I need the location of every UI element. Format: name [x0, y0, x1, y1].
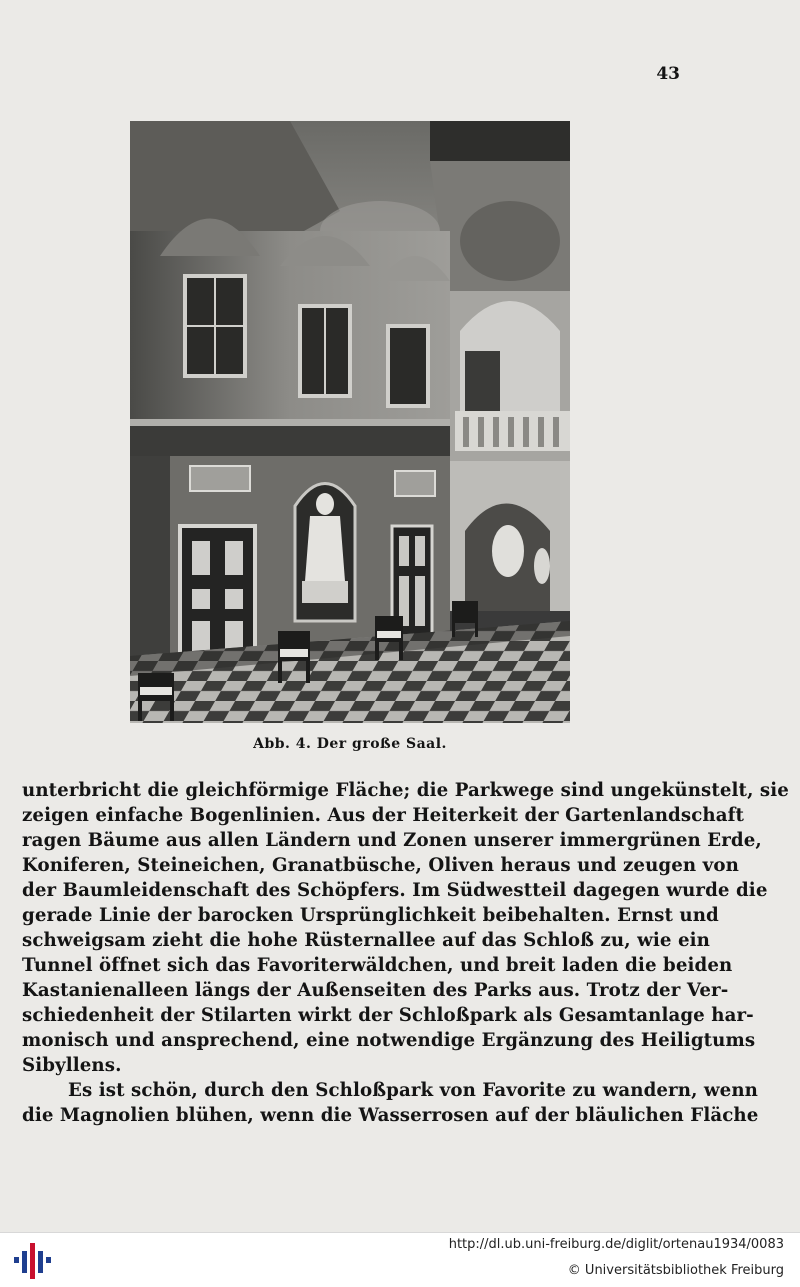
text-line: Kastanienalleen längs der Außenseiten des Parks aus. Trotz der Ver- [22, 980, 729, 1001]
text-line: ragen Bäume aus allen Ländern und Zonen unserer immergrünen Erde, [22, 830, 762, 851]
text-line: Sibyllens. [22, 1055, 122, 1076]
page-url-link-text[interactable]: http://dl.ub.uni-freiburg.de/diglit/ortenau1934/0083 [448, 1237, 784, 1252]
body-text [22, 778, 789, 1128]
text-line: schweigsam zieht die hohe Rüsternallee auf das Schloß zu, wie ein [22, 930, 710, 951]
text-line: gerade Linie der barocken Ursprünglichkeit beibehalten. Ernst und [22, 905, 719, 926]
text-line: monisch und ansprechend, eine notwendige Ergänzung des Heiligtums [22, 1030, 756, 1051]
text-line: unterbricht die gleichförmige Fläche; die Parkwege sind ungekünstelt, sie [22, 780, 789, 801]
text-line: die Magnolien blühen, wenn die Wasserrosen auf der bläulichen Fläche [22, 1105, 759, 1126]
text-line: Es ist schön, durch den Schloßpark von Favorite zu wandern, wenn [68, 1080, 759, 1101]
viewer-footer [0, 1232, 800, 1287]
text-line: der Baumleidenschaft des Schöpfers. Im Südwestteil dagegen wurde die [22, 880, 768, 901]
figure-caption: Abb. 4. Der große Saal. [253, 736, 447, 752]
hall-photograph-illustration [130, 121, 570, 723]
page-url-link[interactable] [449, 1237, 784, 1252]
text-line: Koniferen, Steineichen, Granatbüsche, Oliven heraus und zeugen von [22, 855, 739, 876]
text-line: zeigen einfache Bogenlinien. Aus der Heiterkeit der Gartenlandschaft [22, 805, 745, 826]
figure-photograph [130, 121, 570, 723]
copyright-notice: © Universitätsbibliothek Freiburg [567, 1263, 784, 1278]
ub-freiburg-logo-icon [12, 1241, 52, 1281]
page-number: 43 [656, 64, 680, 84]
text-line: schiedenheit der Stilarten wirkt der Schloßpark als Gesamtanlage har- [22, 1005, 754, 1026]
text-line: Tunnel öffnet sich das Favoriterwäldchen, und breit laden die beiden [22, 955, 733, 976]
